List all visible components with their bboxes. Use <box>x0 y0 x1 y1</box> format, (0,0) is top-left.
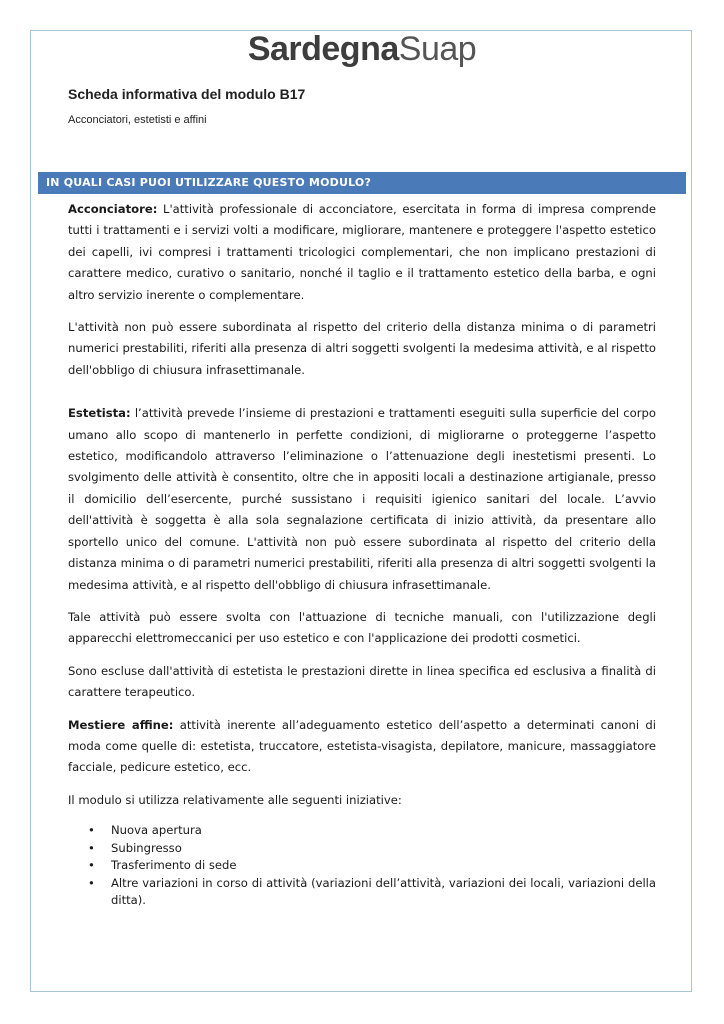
logo-bold-text: Sardegna <box>247 30 399 68</box>
paragraph-tecniche: Tale attività può essere svolta con l'attuazione di tecniche manuali, con l'utilizzazione degli apparecchi elettromeccanici per uso estetico e con l'applicazione dei prodotti cosmetici. <box>68 609 656 646</box>
paragraph-distanza: L'attività non può essere subordinata al rispetto del criterio della distanza minima o di parametri numerici prestabiliti, riferiti alla presenza di altri soggetti svolgenti la medesima attività, e al rispetto dell'obbligo di chiusura infrasettimanale. <box>68 320 656 377</box>
paragraph-escluse: Sono escluse dall'attività di estetista le prestazioni dirette in linea specifica ed esclusiva a finalità di carattere terapeutico. <box>68 663 656 700</box>
section-heading: IN QUALI CASI PUOI UTILIZZARE QUESTO MODULO? <box>38 172 686 194</box>
text-mestiere-affine: attività inerente all’adeguamento estetico dell’aspetto a determinati canoni di moda come quelle di: estetista, truccatore, estetista-visagista, depilatore, manicure, massaggiatore facciale, pedicure estetico, ecc. <box>68 717 656 775</box>
paragraph-acconciatore <box>68 199 656 306</box>
paragraph-estetista <box>68 403 656 596</box>
list-item: • Nuova apertura <box>111 822 656 840</box>
document-title: Scheda informativa del modulo B17 <box>68 86 306 102</box>
label-mestiere-affine: Mestiere affine: <box>68 717 174 732</box>
label-estetista: Estetista: <box>68 406 131 421</box>
label-acconciatore: Acconciatore: <box>68 202 158 216</box>
list-item: • Trasferimento di sede <box>111 857 656 875</box>
logo-light-text: Suap <box>398 30 477 68</box>
document-subtitle: Acconciatori, estetisti e affini <box>68 114 207 126</box>
paragraph-iniziative: Il modulo si utilizza relativamente alle seguenti iniziative: <box>68 792 402 807</box>
sardegna-suap-logo <box>0 30 724 69</box>
initiatives-list <box>68 822 656 910</box>
list-item: • Altre variazioni in corso di attività (variazioni dell’attività, variazioni dei locali, variazioni della ditta). <box>111 875 656 910</box>
paragraph-mestiere-affine <box>68 715 656 779</box>
list-item: • Subingresso <box>111 840 656 858</box>
text-estetista: l’attività prevede l’insieme di prestazioni e trattamenti eseguiti sulla superficie del corpo umano allo scopo di mantenerlo in perfette condizioni, di migliorarne o proteggerne l’aspetto estetico, modificandolo attraverso l’eliminazione o l’attenuazione degli inestetismi presenti. Lo svolgimento delle attività è consentito, oltre che in appositi locali a destinazione artigianale, presso il domicilio dell’esercente, purché sussistano i requisiti igienico sanitari del locale. L’avvio dell'attività è soggetta è alla sola segnalazione certificata di inizio attività, da presentare allo sportello unico del comune. L'attività non può essere subordinata al rispetto del criterio della distanza minima o di parametri numerici prestabiliti, riferiti alla presenza di altri soggetti svolgenti la medesima attività, e al rispetto dell'obbligo di chiusura infrasettimanale. <box>68 406 656 592</box>
text-acconciatore: L'attività professionale di acconciatore, esercitata in forma di impresa comprende tutti i trattamenti e i servizi volti a modificare, migliorare, mantenere e proteggere l'aspetto estetico dei capelli, ivi compresi i trattamenti tricologici complementari, che non implicano prestazioni di carattere medico, curativo o sanitario, nonché il taglio e il trattamento estetico della barba, e ogni altro servizio inerente o complementare. <box>68 202 656 302</box>
section-content <box>68 199 656 910</box>
